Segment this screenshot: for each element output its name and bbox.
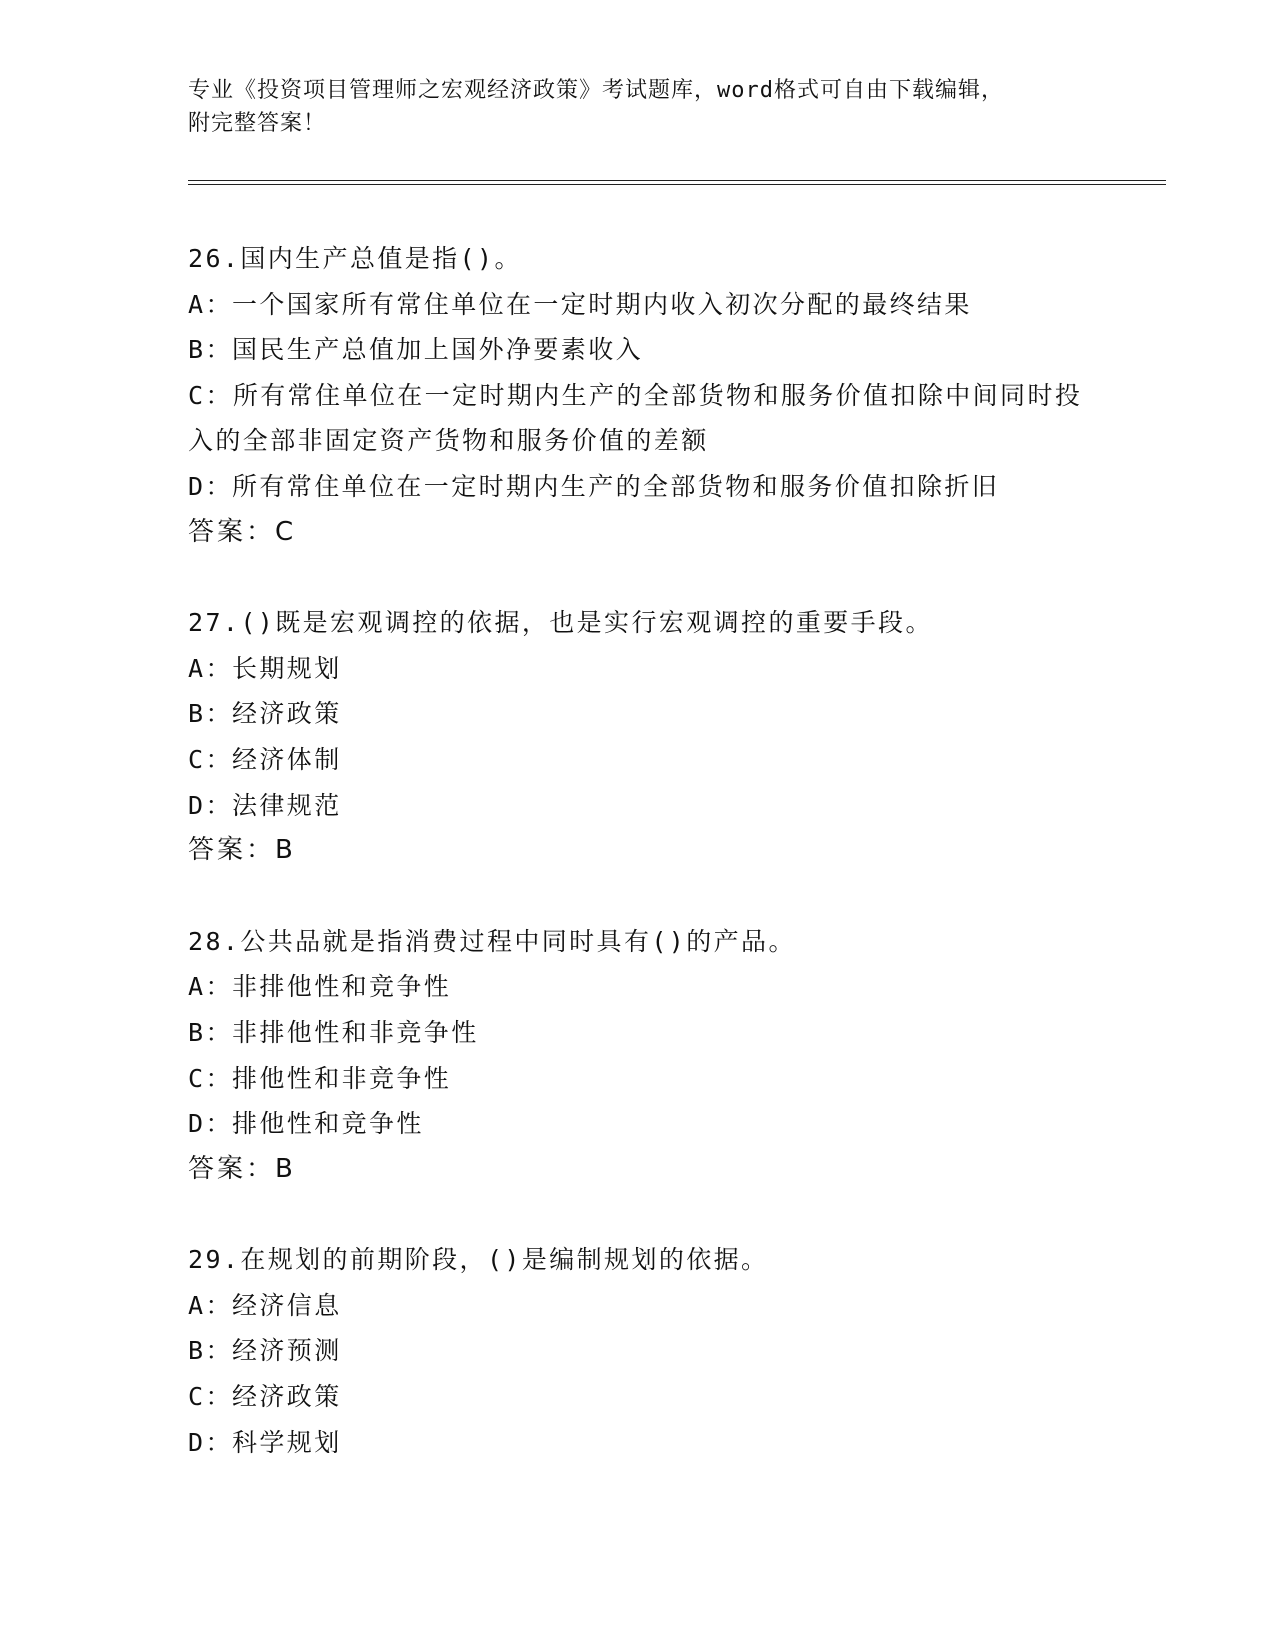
option-text: 非排他性和竞争性 [232, 972, 452, 1002]
answer-line [188, 828, 1088, 874]
header-line-1: 专业《投资项目管理师之宏观经济政策》考试题库，word格式可自由下载编辑， [188, 78, 1004, 103]
option-text: 经济政策 [232, 1382, 342, 1412]
question-stem: 29.在规划的前期阶段，()是编制规划的依据。 [188, 1245, 769, 1275]
answer-value: C [275, 516, 294, 547]
option-b [188, 691, 1088, 737]
option-letter: B： [188, 1017, 233, 1047]
option-letter: D： [188, 790, 233, 820]
answer-label: 答案： [188, 516, 276, 547]
question-list [188, 236, 1088, 1510]
question-26 [188, 236, 1088, 555]
option-text: 长期规划 [232, 653, 342, 683]
option-letter: C： [188, 744, 233, 774]
option-letter: D： [188, 1109, 233, 1139]
option-letter: A： [188, 289, 233, 319]
answer-line [188, 1147, 1088, 1193]
option-text: 国民生产总值加上国外净要素收入 [232, 335, 644, 365]
option-b [188, 327, 1088, 373]
option-c [188, 373, 1088, 464]
option-letter: D： [188, 471, 233, 501]
option-d [188, 1101, 1088, 1147]
option-letter: B： [188, 699, 233, 729]
option-text: 排他性和竞争性 [232, 1109, 424, 1139]
option-text: 经济信息 [232, 1290, 342, 1320]
option-text: 一个国家所有常住单位在一定时期内收入初次分配的最终结果 [232, 289, 972, 319]
answer-label: 答案： [188, 835, 276, 866]
option-a [188, 964, 1088, 1010]
answer-line [188, 510, 1088, 556]
option-text: 所有常住单位在一定时期内生产的全部货物和服务价值扣除中间同时投入的全部非固定资产货物和服务价值的差额 [188, 380, 1083, 456]
option-letter: C： [188, 1063, 233, 1093]
option-d [188, 1420, 1088, 1466]
answer-label: 答案： [188, 1153, 276, 1184]
question-27 [188, 600, 1088, 874]
header-divider-top [188, 180, 1166, 181]
option-b [188, 1010, 1088, 1056]
answer-value: B [275, 1153, 293, 1184]
option-letter: B： [188, 335, 233, 365]
option-text: 经济政策 [232, 699, 342, 729]
option-letter: A： [188, 1290, 233, 1320]
option-a [188, 282, 1088, 328]
option-letter: A： [188, 972, 233, 1002]
option-c [188, 1056, 1088, 1102]
option-c [188, 737, 1088, 783]
option-b [188, 1328, 1088, 1374]
option-letter: C： [188, 1382, 233, 1412]
option-text: 科学规划 [232, 1427, 342, 1457]
option-c [188, 1374, 1088, 1420]
header-line-2: 附完整答案！ [188, 111, 327, 136]
option-text: 所有常住单位在一定时期内生产的全部货物和服务价值扣除折旧 [232, 471, 1000, 501]
document-header [188, 74, 1068, 140]
header-divider-bottom [188, 184, 1166, 185]
option-text: 法律规范 [232, 790, 342, 820]
option-text: 非排他性和非竞争性 [232, 1017, 479, 1047]
option-a [188, 1283, 1088, 1329]
question-stem: 28.公共品就是指消费过程中同时具有()的产品。 [188, 926, 796, 956]
option-text: 经济体制 [232, 744, 342, 774]
option-text: 经济预测 [232, 1336, 342, 1366]
option-letter: D： [188, 1427, 233, 1457]
option-letter: C： [188, 380, 233, 410]
option-letter: A： [188, 653, 233, 683]
option-letter: B： [188, 1336, 233, 1366]
question-29 [188, 1237, 1088, 1465]
option-text: 排他性和非竞争性 [232, 1063, 452, 1093]
answer-value: B [275, 835, 293, 866]
option-a [188, 646, 1088, 692]
question-stem: 26.国内生产总值是指()。 [188, 244, 522, 273]
question-stem: 27.()既是宏观调控的依据，也是实行宏观调控的重要手段。 [188, 608, 933, 638]
question-28 [188, 919, 1088, 1193]
option-d [188, 464, 1088, 510]
option-d [188, 783, 1088, 829]
